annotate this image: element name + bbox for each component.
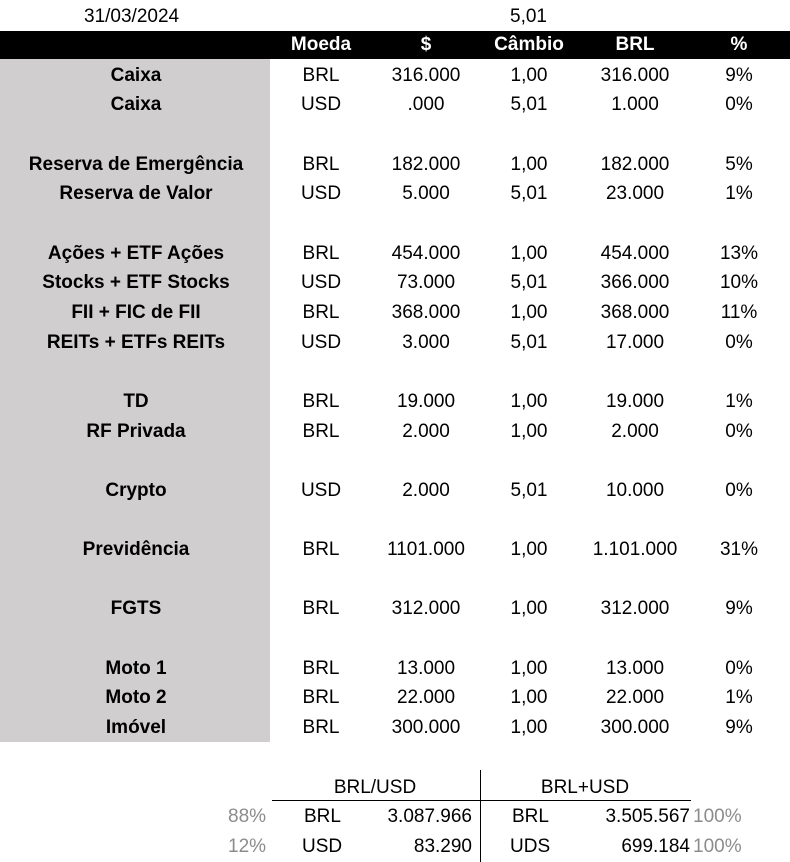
row-exchange: 1,00 <box>510 243 548 264</box>
row-amount: 316.000 <box>391 65 461 86</box>
summary-right-value: 3.505.567 <box>605 806 690 827</box>
row-amount: 1101.000 <box>387 539 465 560</box>
summary-right-currency: UDS <box>510 836 551 857</box>
row-amount: 454.000 <box>391 243 461 264</box>
summary-left-value: 83.290 <box>413 836 472 857</box>
row-currency: BRL <box>302 243 340 264</box>
row-exchange: 1,00 <box>510 391 548 412</box>
summary-left-title: BRL/USD <box>333 777 417 798</box>
row-amount: .000 <box>407 94 445 115</box>
summary-right-percent: 100% <box>693 836 742 857</box>
row-currency: BRL <box>302 421 340 442</box>
row-currency: BRL <box>302 687 340 708</box>
summary-right-currency: BRL <box>512 806 549 827</box>
summary-right-percent: 100% <box>693 806 742 827</box>
row-amount: 2.000 <box>402 421 450 442</box>
row-label: Imóvel <box>105 717 167 738</box>
row-currency: USD <box>300 480 342 501</box>
row-brl-value: 316.000 <box>600 65 670 86</box>
row-label: Stocks + ETF Stocks <box>42 272 230 293</box>
row-currency: BRL <box>302 717 340 738</box>
row-amount: 368.000 <box>391 302 461 323</box>
row-brl-value: 312.000 <box>600 598 670 619</box>
row-percent: 31% <box>719 539 759 560</box>
row-amount: 13.000 <box>396 658 456 679</box>
row-brl-value: 1.101.000 <box>592 539 678 560</box>
row-currency: BRL <box>302 154 340 175</box>
row-percent: 0% <box>725 421 753 442</box>
row-brl-value: 13.000 <box>605 658 665 679</box>
row-amount: 5.000 <box>402 183 450 204</box>
row-label: Ações + ETF Ações <box>47 243 225 264</box>
row-brl-value: 1.000 <box>611 94 659 115</box>
table-header <box>0 31 790 59</box>
row-label: RF Privada <box>86 421 186 442</box>
row-brl-value: 454.000 <box>600 243 670 264</box>
summary-left-divider <box>272 800 480 801</box>
summary-right-title: BRL+USD <box>540 777 630 798</box>
row-currency: BRL <box>302 391 340 412</box>
row-label: Caixa <box>110 65 162 86</box>
summary-right-divider <box>481 800 691 801</box>
header-amount: $ <box>420 34 432 55</box>
report-date: 31/03/2024 <box>84 6 180 27</box>
row-exchange: 1,00 <box>510 302 548 323</box>
row-label: FGTS <box>110 598 162 619</box>
row-exchange: 1,00 <box>510 421 548 442</box>
row-percent: 9% <box>725 65 753 86</box>
row-label: Previdência <box>82 539 190 560</box>
row-currency: USD <box>300 332 342 353</box>
summary-left-currency: BRL <box>304 806 341 827</box>
summary-left-currency: USD <box>302 836 343 857</box>
row-percent: 0% <box>725 658 753 679</box>
row-currency: BRL <box>302 302 340 323</box>
row-label: Crypto <box>105 480 167 501</box>
row-brl-value: 19.000 <box>605 391 665 412</box>
row-label: Moto 1 <box>105 658 167 679</box>
row-label: FII + FIC de FII <box>71 302 201 323</box>
row-amount: 182.000 <box>391 154 461 175</box>
row-label: Reserva de Valor <box>59 183 213 204</box>
row-exchange: 1,00 <box>510 658 548 679</box>
row-exchange: 5,01 <box>510 480 548 501</box>
row-exchange: 5,01 <box>510 272 548 293</box>
row-brl-value: 10.000 <box>605 480 665 501</box>
header-currency: Moeda <box>290 34 352 55</box>
row-currency: USD <box>300 272 342 293</box>
row-brl-value: 2.000 <box>611 421 659 442</box>
row-amount: 2.000 <box>402 480 450 501</box>
row-currency: USD <box>300 183 342 204</box>
row-label: Moto 2 <box>105 687 167 708</box>
row-percent: 1% <box>725 183 753 204</box>
row-percent: 0% <box>725 94 753 115</box>
header-brl: BRL <box>615 34 655 55</box>
row-percent: 11% <box>720 302 758 323</box>
row-exchange: 5,01 <box>510 332 548 353</box>
row-exchange: 1,00 <box>510 65 548 86</box>
row-exchange: 1,00 <box>510 154 548 175</box>
row-percent: 10% <box>719 272 759 293</box>
row-amount: 19.000 <box>396 391 456 412</box>
row-amount: 312.000 <box>391 598 461 619</box>
row-exchange: 1,00 <box>510 687 548 708</box>
row-label: Caixa <box>110 94 162 115</box>
row-amount: 73.000 <box>396 272 456 293</box>
row-brl-value: 23.000 <box>605 183 665 204</box>
row-percent: 5% <box>725 154 753 175</box>
row-currency: USD <box>300 94 342 115</box>
row-brl-value: 182.000 <box>600 154 670 175</box>
row-label: Reserva de Emergência <box>28 154 244 175</box>
row-currency: BRL <box>302 539 340 560</box>
row-label: TD <box>123 391 149 412</box>
summary-right-value: 699.184 <box>621 836 690 857</box>
row-exchange: 1,00 <box>510 598 548 619</box>
exchange-rate: 5,01 <box>510 6 547 27</box>
row-percent: 0% <box>725 332 753 353</box>
row-percent: 0% <box>725 480 753 501</box>
row-brl-value: 368.000 <box>600 302 670 323</box>
summary-left-percent: 88% <box>228 806 267 827</box>
summary-left-value: 3.087.966 <box>387 806 472 827</box>
row-exchange: 5,01 <box>510 94 548 115</box>
row-percent: 13% <box>719 243 759 264</box>
row-brl-value: 366.000 <box>600 272 670 293</box>
row-label: REITs + ETFs REITs <box>46 332 226 353</box>
row-currency: BRL <box>302 658 340 679</box>
row-percent: 1% <box>725 391 753 412</box>
row-amount: 3.000 <box>402 332 450 353</box>
row-percent: 9% <box>725 598 753 619</box>
row-currency: BRL <box>302 598 340 619</box>
row-exchange: 5,01 <box>510 183 548 204</box>
row-brl-value: 22.000 <box>605 687 665 708</box>
row-brl-value: 300.000 <box>600 717 670 738</box>
row-exchange: 1,00 <box>510 717 548 738</box>
header-percent: % <box>730 34 748 55</box>
summary-left-percent: 12% <box>228 836 267 857</box>
row-percent: 1% <box>725 687 753 708</box>
row-brl-value: 17.000 <box>605 332 665 353</box>
row-percent: 9% <box>725 717 753 738</box>
header-exchange: Câmbio <box>494 34 564 55</box>
row-exchange: 1,00 <box>510 539 548 560</box>
row-amount: 300.000 <box>391 717 461 738</box>
row-amount: 22.000 <box>396 687 456 708</box>
summary-vertical-divider <box>480 770 481 862</box>
row-currency: BRL <box>302 65 340 86</box>
